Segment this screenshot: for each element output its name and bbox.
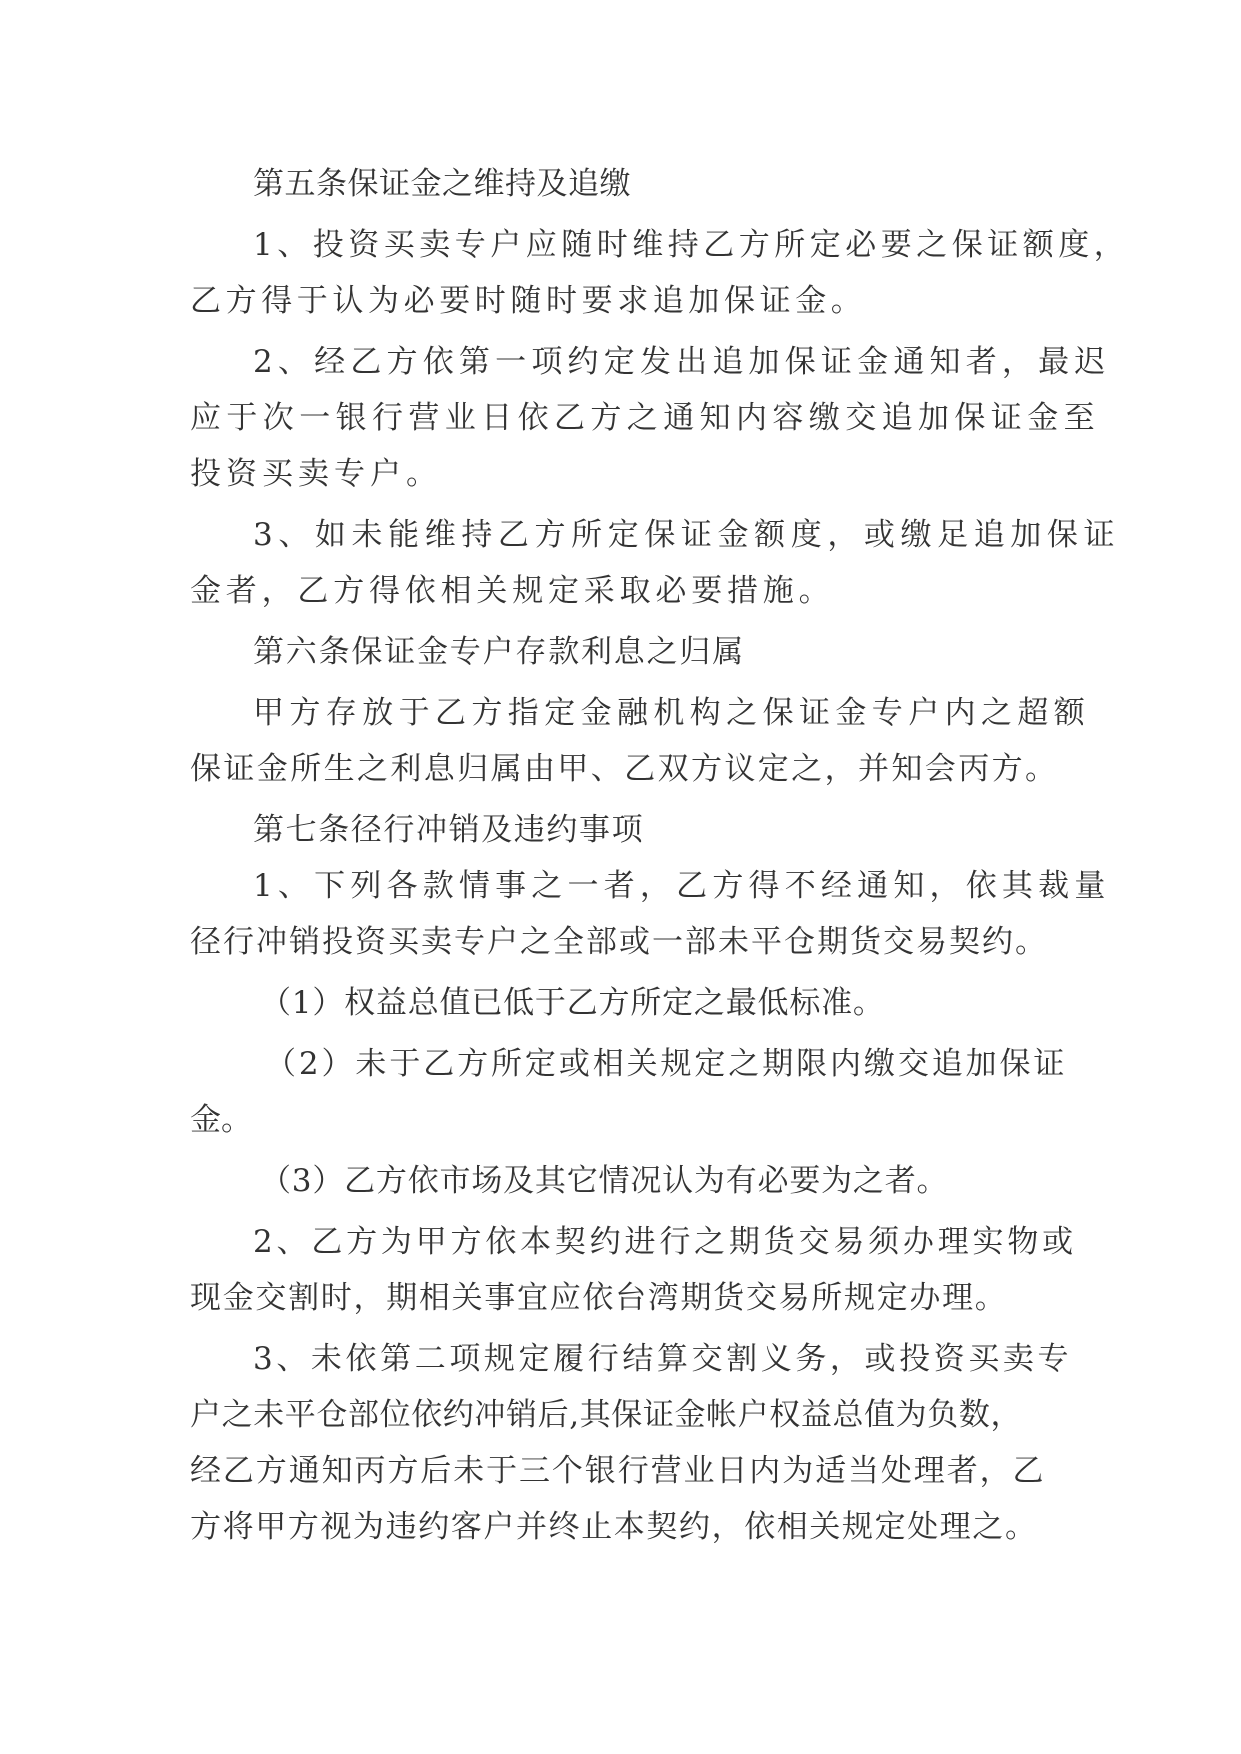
article-7-clause-3-line-3: 经乙方通知丙方后未于三个银行营业日内为适当处理者，乙 xyxy=(190,1453,1046,1489)
article-7-clause-3-line-1: 3、未依第二项规定履行结算交割义务，或投资买卖专 xyxy=(253,1341,1073,1377)
article-5-clause-2-line-1: 2、经乙方依第一项约定发出追加保证金通知者，最迟 xyxy=(253,344,1111,380)
article-7-item-1: （1）权益总值已低于乙方所定之最低标准。 xyxy=(260,985,885,1021)
article-6-body-line-2: 保证金所生之利息归属由甲、乙双方议定之，并知会丙方。 xyxy=(190,751,1059,787)
article-7-clause-1-line-1: 1、下列各款情事之一者，乙方得不经通知，依其裁量 xyxy=(253,868,1111,904)
article-5-heading: 第五条保证金之维持及追缴 xyxy=(253,166,631,202)
article-7-item-2-line-1: （2）未于乙方所定或相关规定之期限内缴交追加保证 xyxy=(265,1046,1068,1082)
article-5-clause-3-line-1: 3、如未能维持乙方所定保证金额度，或缴足追加保证 xyxy=(253,517,1121,553)
article-6-heading: 第六条保证金专户存款利息之归属 xyxy=(253,634,745,670)
article-7-clause-3-line-2: 户之未平仓部位依约冲销后,其保证金帐户权益总值为负数， xyxy=(190,1397,1023,1433)
article-7-clause-2-line-2: 现金交割时，期相关事宜应依台湾期货交易所规定办理。 xyxy=(190,1280,1008,1316)
article-7-item-3: （3）乙方依市场及其它情况认为有必要为之者。 xyxy=(260,1163,949,1199)
article-7-heading: 第七条径行冲销及违约事项 xyxy=(253,812,645,848)
article-7-item-2-line-2: 金。 xyxy=(190,1102,252,1138)
article-5-clause-1-line-1: 1、投资买卖专户应随时维持乙方所定必要之保证额度， xyxy=(253,227,1130,263)
article-7-clause-2-line-1: 2、乙方为甲方依本契约进行之期货交易须办理实物或 xyxy=(253,1224,1077,1260)
article-5-clause-1-line-2: 乙方得于认为必要时随时要求追加保证金。 xyxy=(190,283,867,319)
article-5-clause-3-line-2: 金者，乙方得依相关规定采取必要措施。 xyxy=(190,573,835,609)
article-7-clause-1-line-2: 径行冲销投资买卖专户之全部或一部未平仓期货交易契约。 xyxy=(190,924,1048,960)
article-6-body-line-1: 甲方存放于乙方指定金融机构之保证金专户内之超额 xyxy=(253,695,1091,731)
article-5-clause-2-line-2: 应于次一银行营业日依乙方之通知内容缴交追加保证金至 xyxy=(190,400,1100,436)
article-7-clause-3-line-4: 方将甲方视为违约客户并终止本契约，依相关规定处理之。 xyxy=(190,1509,1038,1545)
article-5-clause-2-line-3: 投资买卖专户。 xyxy=(190,456,442,492)
